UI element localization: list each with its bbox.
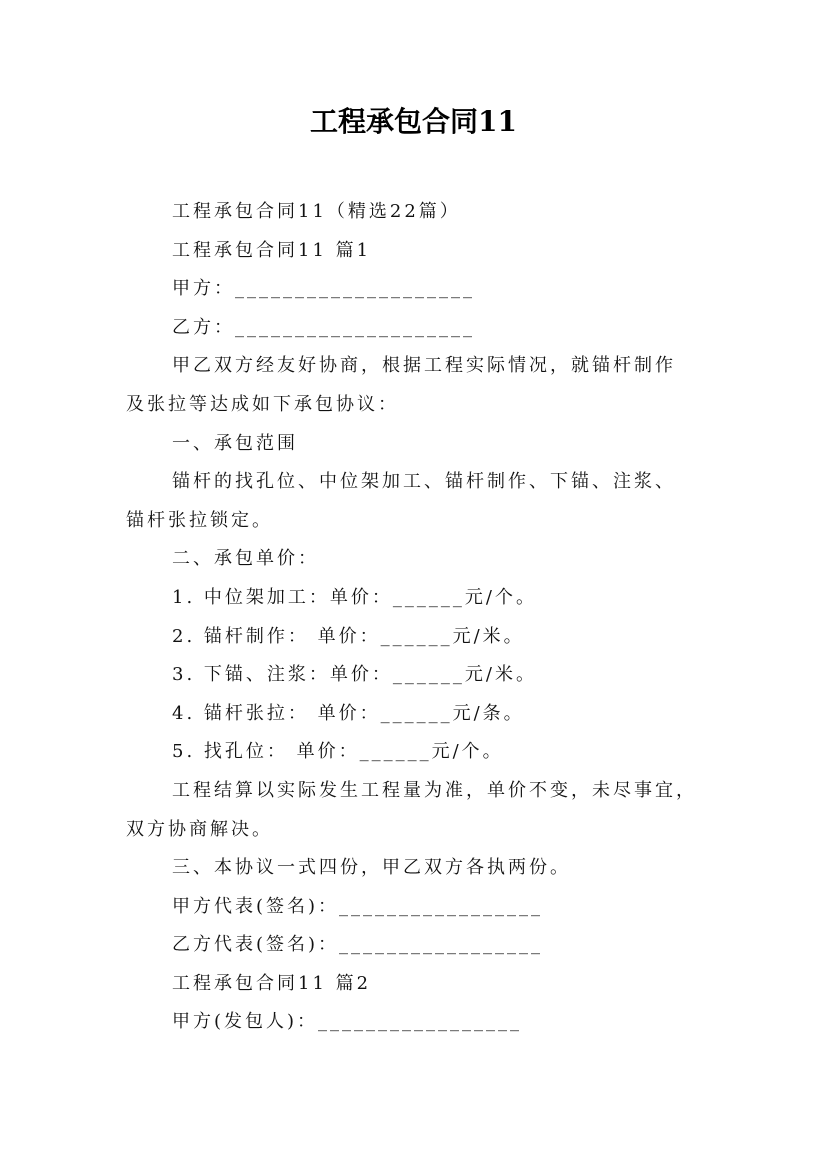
text-line: 及张拉等达成如下承包协议： xyxy=(126,393,399,415)
text-line: 工程承包合同11 篇1 xyxy=(172,239,372,261)
document-title: 工程承包合同11 xyxy=(310,105,517,138)
text-line: 工程结算以实际发生工程量为准，单价不变，未尽事宜， xyxy=(172,779,697,801)
text-line: 锚杆的找孔位、中位架加工、锚杆制作、下锚、注浆、 xyxy=(172,471,676,493)
text-line: 5. 找孔位： 单价：______元/个。 xyxy=(172,741,504,763)
text-line: 甲方：____________________ xyxy=(172,278,475,300)
text-line: 一、承包范围 xyxy=(172,432,298,454)
text-line: 甲方(发包人)：_________________ xyxy=(172,1011,523,1033)
text-line: 4. 锚杆张拉： 单价：______元/条。 xyxy=(172,702,525,724)
text-line: 工程承包合同11 篇2 xyxy=(172,972,372,994)
text-line: 乙方：____________________ xyxy=(172,316,475,338)
text-line: 三、本协议一式四份，甲乙双方各执两份。 xyxy=(172,857,571,879)
text-line: 双方协商解决。 xyxy=(126,818,273,840)
text-line: 3. 下锚、注浆：单价：______元/米。 xyxy=(172,664,537,686)
text-line: 工程承包合同11（精选22篇） xyxy=(172,201,461,222)
text-line: 二、承包单价： xyxy=(172,548,319,570)
text-line: 甲乙双方经友好协商，根据工程实际情况，就锚杆制作 xyxy=(172,355,676,377)
document-body xyxy=(126,193,726,1042)
text-line: 甲方代表(签名)：_________________ xyxy=(172,895,544,917)
text-line: 2. 锚杆制作： 单价：______元/米。 xyxy=(172,625,525,647)
text-line: 1. 中位架加工：单价：______元/个。 xyxy=(172,586,537,608)
text-line: 乙方代表(签名)：_________________ xyxy=(172,934,544,956)
text-line: 锚杆张拉锁定。 xyxy=(126,509,273,531)
